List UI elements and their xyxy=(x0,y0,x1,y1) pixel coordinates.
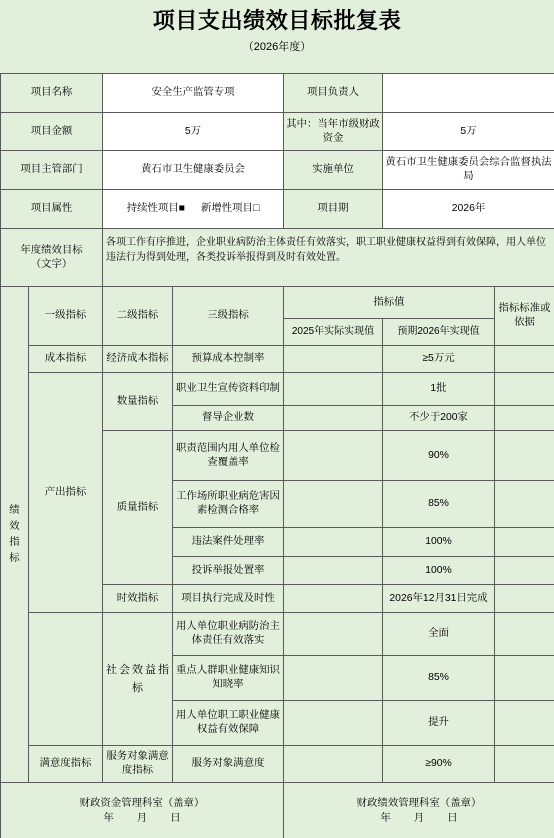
expected-2026-value[interactable]: ≥90% xyxy=(383,746,495,783)
header-level2: 二级指标 xyxy=(103,287,173,346)
project-amount-value[interactable]: 5万 xyxy=(103,113,284,151)
expected-2026-value[interactable]: 100% xyxy=(383,557,495,585)
implementer-label: 实施单位 xyxy=(284,151,383,190)
city-fund-value[interactable]: 5万 xyxy=(383,113,554,151)
expected-2026-value[interactable]: 85% xyxy=(383,481,495,528)
level1-blank-cell xyxy=(29,613,103,746)
basis-value[interactable] xyxy=(495,346,554,373)
actual-2025-value[interactable] xyxy=(284,346,383,373)
annual-goal-label-main: 年度绩效目标 xyxy=(20,244,83,256)
basis-value[interactable] xyxy=(495,431,554,481)
basis-value[interactable] xyxy=(495,613,554,656)
actual-2025-value[interactable] xyxy=(284,431,383,481)
basis-value[interactable] xyxy=(495,585,554,613)
performance-office-seal-cell[interactable] xyxy=(284,783,554,838)
level1-satisfaction: 满意度指标 xyxy=(29,746,103,783)
actual-2025-value[interactable] xyxy=(284,656,383,701)
fund-office-label: 财政资金管理科室（盖章） xyxy=(79,797,205,809)
implementer-value[interactable]: 黄石市卫生健康委员会综合监督执法局 xyxy=(383,151,554,190)
actual-2025-value[interactable] xyxy=(284,701,383,746)
level3-indicator: 用人单位职工职业健康权益有效保障 xyxy=(173,701,284,746)
period-value[interactable]: 2026年 xyxy=(383,190,554,229)
actual-2025-value[interactable] xyxy=(284,557,383,585)
actual-2025-value[interactable] xyxy=(284,406,383,431)
level3-indicator: 督导企业数 xyxy=(173,406,284,431)
expected-2026-value[interactable]: 2026年12月31日完成 xyxy=(383,585,495,613)
form-year: （2026年度） xyxy=(242,41,312,53)
annual-goal-label-note: （文字） xyxy=(30,258,73,270)
expected-2026-value[interactable]: 提升 xyxy=(383,701,495,746)
project-leader-label: 项目负责人 xyxy=(284,74,383,113)
blank-row xyxy=(0,56,554,73)
header-level3: 三级指标 xyxy=(173,287,284,346)
attribute-label: 项目属性 xyxy=(1,190,103,229)
expected-2026-value[interactable]: 90% xyxy=(383,431,495,481)
level3-indicator: 职责范围内用人单位检查覆盖率 xyxy=(173,431,284,481)
level2-quality: 质量指标 xyxy=(103,431,173,585)
period-label: 项目期 xyxy=(284,190,383,229)
header-actual-2025: 2025年实际实现值 xyxy=(284,319,383,346)
level2-quantity: 数量指标 xyxy=(103,373,173,431)
actual-2025-value[interactable] xyxy=(284,373,383,406)
indicator-row xyxy=(1,613,554,656)
fund-office-date: 年 月 日 xyxy=(103,812,181,824)
basis-value[interactable] xyxy=(495,701,554,746)
performance-indicator-side-label xyxy=(1,287,29,783)
expected-2026-value[interactable]: 不少于200家 xyxy=(383,406,495,431)
basis-value[interactable] xyxy=(495,481,554,528)
attribute-continuing-option[interactable]: 持续性项目■ xyxy=(126,203,185,214)
expected-2026-value[interactable]: ≥5万元 xyxy=(383,346,495,373)
attribute-value[interactable] xyxy=(103,190,284,229)
level3-indicator: 项目执行完成及时性 xyxy=(173,585,284,613)
department-value[interactable]: 黄石市卫生健康委员会 xyxy=(103,151,284,190)
header-level1: 一级指标 xyxy=(29,287,103,346)
indicator-header-row xyxy=(1,287,554,319)
project-amount-label: 项目金额 xyxy=(1,113,103,151)
attribute-new-option[interactable]: 新增性项目□ xyxy=(201,203,260,214)
performance-office-label: 财政绩效管理科室（盖章） xyxy=(356,797,482,809)
annual-goal-text[interactable]: 各项工作有序推进，企业职业病防治主体责任有效落实，职工职业健康权益得到有效保障，用人单位违法行为得到处理，各类投诉举报得到及时有效处置。 xyxy=(103,229,554,287)
basis-value[interactable] xyxy=(495,746,554,783)
level3-indicator: 重点人群职业健康知识知晓率 xyxy=(173,656,284,701)
department-label: 项目主管部门 xyxy=(1,151,103,190)
actual-2025-value[interactable] xyxy=(284,528,383,557)
basis-value[interactable] xyxy=(495,557,554,585)
project-name-value[interactable]: 安全生产监管专项 xyxy=(103,74,284,113)
project-attribute-row xyxy=(1,190,554,229)
level2-timeliness: 时效指标 xyxy=(103,585,173,613)
seal-row xyxy=(1,783,554,838)
project-leader-value[interactable] xyxy=(383,74,554,113)
expected-2026-value[interactable]: 全面 xyxy=(383,613,495,656)
project-amount-row xyxy=(1,113,554,151)
level3-indicator: 服务对象满意度 xyxy=(173,746,284,783)
project-name-row xyxy=(1,74,554,113)
level1-output: 产出指标 xyxy=(29,373,103,613)
side-label-text: 绩效指标 xyxy=(9,504,20,564)
expected-2026-value[interactable]: 85% xyxy=(383,656,495,701)
indicator-row xyxy=(1,346,554,373)
performance-office-date: 年 月 日 xyxy=(380,812,458,824)
actual-2025-value[interactable] xyxy=(284,613,383,656)
header-expected-2026: 预期2026年实现值 xyxy=(383,319,495,346)
expected-2026-value[interactable]: 1批 xyxy=(383,373,495,406)
actual-2025-value[interactable] xyxy=(284,481,383,528)
level1-cost: 成本指标 xyxy=(29,346,103,373)
actual-2025-value[interactable] xyxy=(284,746,383,783)
expected-2026-value[interactable]: 100% xyxy=(383,528,495,557)
project-department-row xyxy=(1,151,554,190)
form-title: 项目支出绩效目标批复表 xyxy=(152,8,402,33)
level3-indicator: 工作场所职业病危害因素检测合格率 xyxy=(173,481,284,528)
fund-office-seal-cell[interactable] xyxy=(1,783,284,838)
level3-indicator: 用人单位职业病防治主体责任有效落实 xyxy=(173,613,284,656)
actual-2025-value[interactable] xyxy=(284,585,383,613)
header-basis: 指标标准或依据 xyxy=(495,287,554,346)
level3-indicator: 投诉举报处置率 xyxy=(173,557,284,585)
level2-economic-cost: 经济成本指标 xyxy=(103,346,173,373)
level2-social-benefit: 社会效益指标 xyxy=(103,613,173,746)
basis-value[interactable] xyxy=(495,373,554,406)
basis-value[interactable] xyxy=(495,406,554,431)
project-name-label: 项目名称 xyxy=(1,74,103,113)
basis-value[interactable] xyxy=(495,528,554,557)
annual-goal-row xyxy=(1,229,554,287)
city-fund-label: 其中：当年市级财政资金 xyxy=(284,113,383,151)
performance-target-table xyxy=(0,73,554,838)
level3-indicator: 预算成本控制率 xyxy=(173,346,284,373)
indicator-row xyxy=(1,373,554,406)
indicator-row xyxy=(1,746,554,783)
level3-indicator: 职业卫生宣传资料印制 xyxy=(173,373,284,406)
annual-goal-label xyxy=(1,229,103,287)
header-indicator-value: 指标值 xyxy=(284,287,495,319)
level3-indicator: 违法案件处理率 xyxy=(173,528,284,557)
level2-service-satisfaction: 服务对象满意度指标 xyxy=(103,746,173,783)
basis-value[interactable] xyxy=(495,656,554,701)
